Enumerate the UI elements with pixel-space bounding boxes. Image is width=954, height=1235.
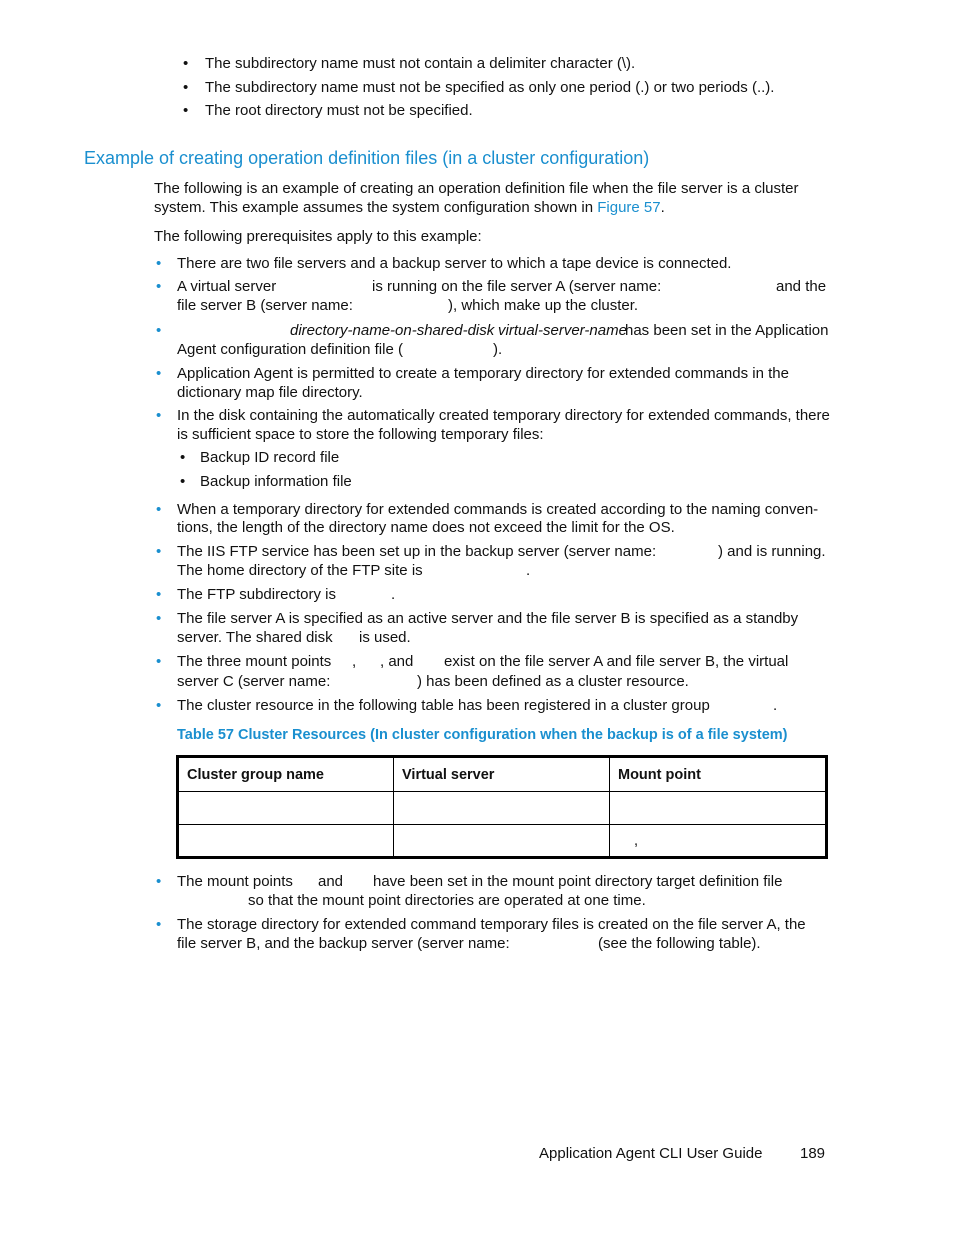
bullet-10-a: The three mount points	[177, 653, 332, 670]
table-header-cell: Virtual server	[394, 757, 610, 792]
bullet-dot: •	[156, 697, 162, 714]
cluster-resources-table	[176, 755, 828, 859]
table-cell	[394, 825, 610, 858]
bullet-dot: •	[156, 365, 162, 382]
bullet-dot: •	[156, 610, 162, 627]
bullet-dot: •	[156, 407, 162, 424]
bullet-dot: •	[180, 449, 186, 466]
bullet-dot: •	[156, 586, 162, 603]
bullet-10-b: ,	[352, 653, 357, 670]
table-cell	[178, 825, 394, 858]
bullet-4-l2: dictionary map file directory.	[177, 384, 363, 401]
bullet-5-l2: is sufficient space to store the following temporary files:	[177, 426, 544, 443]
page-number: 189	[800, 1145, 826, 1162]
bullet-dot: •	[156, 543, 162, 560]
bullet-2-d: file server B (server name:	[177, 297, 353, 314]
bullet-9-b: is used.	[359, 629, 411, 646]
bullet-10-d: exist on the file server A and file server B, the virtual	[444, 653, 789, 670]
table-cell	[178, 792, 394, 825]
para2: The following prerequisites apply to this example:	[154, 228, 482, 245]
after-bullet-1-a: The mount points	[177, 873, 293, 890]
bullet-5-l1: In the disk containing the automatically created temporary directory for extended commands, there	[177, 407, 830, 424]
after-bullet-1-d: so that the mount point directories are operated at one time.	[248, 892, 646, 909]
table-caption: Table 57 Cluster Resources (In cluster configuration when the backup is of a file system)	[177, 727, 788, 743]
intro-bullet-3: The root directory must not be specified.	[205, 102, 473, 119]
bullet-3-d: Agent configuration definition file (	[177, 341, 403, 358]
bullet-9-l1: The file server A is specified as an active server and the file server B is specified as a standby	[177, 610, 799, 627]
footer-title: Application Agent CLI User Guide	[539, 1145, 763, 1162]
bullet-3-a: directory-name-on-shared-disk	[290, 322, 495, 339]
bullet-2-c: and the	[776, 278, 827, 295]
bullet-8-a: The FTP subdirectory is	[177, 586, 336, 603]
bullet-dot: •	[156, 501, 162, 518]
table-cell	[610, 792, 827, 825]
bullet-3-e: ).	[493, 341, 503, 358]
bullet-dot: •	[183, 102, 189, 119]
intro-bullet-1: The subdirectory name must not contain a delimiter character (\).	[205, 55, 636, 72]
bullet-10-f: ) has been defined as a cluster resource.	[417, 673, 689, 690]
bullet-11-a: The cluster resource in the following table has been registered in a cluster group	[177, 697, 710, 714]
section-heading: Example of creating operation definition files (in a cluster configuration)	[84, 148, 650, 168]
table-row	[178, 825, 827, 858]
bullet-dot: •	[156, 916, 162, 933]
bullet-7-c: The home directory of the FTP site is	[177, 562, 423, 579]
table-header-cell: Mount point	[610, 757, 827, 792]
bullet-7-b: ) and is running.	[718, 543, 826, 560]
sub-bullet-2: Backup information file	[200, 473, 352, 490]
bullet-10-e: server C (server name:	[177, 673, 331, 690]
figure-link[interactable]: Figure 57	[597, 199, 661, 216]
after-bullet-1-b: and	[318, 873, 344, 890]
bullet-2-e: ), which make up the cluster.	[448, 297, 639, 314]
bullet-7-d: .	[526, 562, 531, 579]
para1-text: system. This example assumes the system configuration shown in	[154, 199, 598, 216]
bullet-11-b: .	[773, 697, 778, 714]
table-row	[178, 792, 827, 825]
intro-bullet-2: The subdirectory name must not be specified as only one period (.) or two periods (..).	[205, 79, 775, 96]
bullet-10-c: , and	[380, 653, 414, 670]
bullet-8-b: .	[391, 586, 396, 603]
bullet-dot: •	[156, 322, 162, 339]
table-header-cell: Cluster group name	[178, 757, 394, 792]
bullet-1: There are two file servers and a backup server to which a tape device is connected.	[177, 255, 732, 272]
sub-bullet-1: Backup ID record file	[200, 449, 340, 466]
bullet-6-l2: tions, the length of the directory name does not exceed the limit for the OS.	[177, 519, 675, 536]
para1-line2	[154, 198, 665, 217]
bullet-9-a: server. The shared disk	[177, 629, 333, 646]
bullet-6-l1: When a temporary directory for extended commands is created according to the naming conven-	[177, 501, 819, 518]
bullet-2-a: A virtual server	[177, 278, 277, 295]
bullet-dot: •	[156, 653, 162, 670]
table-cell: ,	[610, 825, 827, 858]
table-cell	[394, 792, 610, 825]
para1-end: .	[660, 199, 665, 216]
para1-line1: The following is an example of creating an operation definition file when the file server is a cluster	[154, 180, 799, 197]
bullet-3-c: has been set in the Application	[625, 322, 829, 339]
bullet-dot: •	[156, 278, 162, 295]
bullet-dot: •	[156, 873, 162, 890]
after-bullet-2-l1: The storage directory for extended command temporary files is created on the file server A, the	[177, 916, 806, 933]
after-bullet-1-c: have been set in the mount point directory target definition file	[373, 873, 783, 890]
bullet-dot: •	[183, 55, 189, 72]
bullet-4-l1: Application Agent is permitted to create a temporary directory for extended commands in the	[177, 365, 789, 382]
bullet-dot: •	[180, 473, 186, 490]
after-bullet-2-b: (see the following table).	[598, 935, 761, 952]
after-bullet-2-a: file server B, and the backup server (server name:	[177, 935, 510, 952]
bullet-dot: •	[183, 79, 189, 96]
bullet-7-a: The IIS FTP service has been set up in the backup server (server name:	[177, 543, 657, 560]
table-header-row	[178, 757, 827, 792]
bullet-dot: •	[156, 255, 162, 272]
bullet-3-b: virtual-server-name	[498, 322, 627, 339]
bullet-2-b: is running on the file server A (server name:	[372, 278, 662, 295]
